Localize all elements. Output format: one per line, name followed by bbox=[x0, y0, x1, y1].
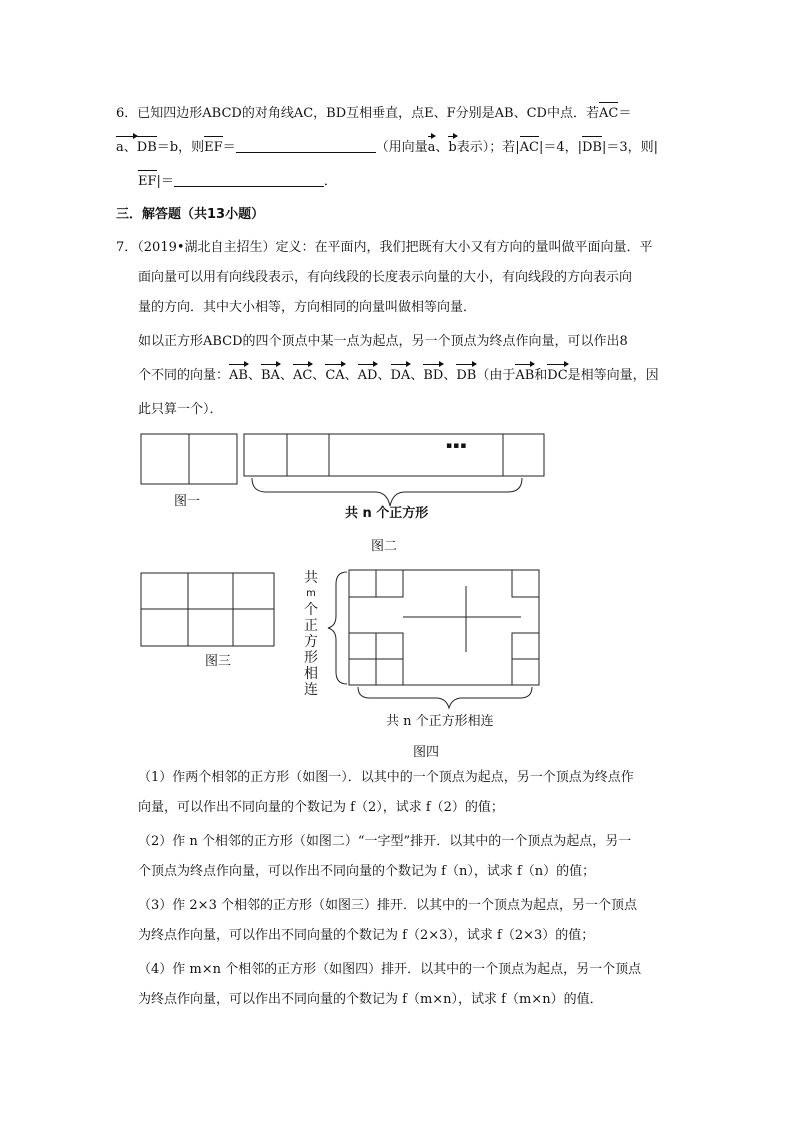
figure-2-squares bbox=[244, 434, 544, 476]
q7-line-1: 7．（2019•湖北自主招生）定义：在平面内，我们把既有大小又有方向的量叫做平面向量．平 bbox=[116, 240, 653, 255]
vector-EF-2: EF bbox=[138, 172, 157, 192]
vector-list bbox=[229, 368, 476, 383]
vector-AC: AC bbox=[599, 104, 618, 124]
figure-3-label: 图三 bbox=[205, 654, 232, 669]
vector-EF: EF bbox=[204, 138, 223, 158]
vertical-label-char: 个 bbox=[304, 602, 318, 618]
q7-part-2b: 个顶点为终点作向量，可以作出不同向量的个数记为 f（n），试求 f（n）的值； bbox=[138, 864, 596, 879]
figure-2-dots: ▪▪▪ bbox=[446, 441, 468, 451]
figure-3-grid bbox=[141, 573, 274, 646]
figure-1-label: 图一 bbox=[174, 494, 201, 509]
figure-4-label: 图四 bbox=[413, 745, 440, 760]
section-heading: 三．解答题（共13小题） bbox=[116, 207, 265, 222]
vector-separator: 、 bbox=[443, 368, 457, 383]
vertical-label-char: m bbox=[306, 588, 316, 599]
figure-4-grid bbox=[349, 570, 539, 685]
answer-blank-1[interactable] bbox=[236, 138, 376, 153]
q6-line-3: EF|＝ ． bbox=[138, 172, 337, 192]
vector-DC-eq: DC bbox=[547, 366, 567, 386]
vertical-label-char: 方 bbox=[304, 634, 318, 650]
q7-part-3b: 为终点作向量，可以作出不同向量的个数记为 f（2×3），试求 f（2×3）的值； bbox=[138, 928, 595, 943]
figure-2-brace-label: 共 n 个正方形 bbox=[345, 506, 429, 521]
q7-part-4b: 为终点作向量，可以作出不同向量的个数记为 f（m×n），试求 f（m×n）的值． bbox=[138, 992, 603, 1007]
figure-1-squares bbox=[141, 434, 237, 484]
vertical-label-char: 相 bbox=[304, 666, 318, 682]
vector-DB-2: DB bbox=[582, 138, 602, 158]
vector-AC: AC bbox=[293, 366, 312, 386]
vector-separator: 、 bbox=[344, 368, 358, 383]
vector-a: a、 bbox=[116, 138, 137, 158]
q7-part-1b: 向量，可以作出不同向量的个数记为 f（2），试求 f（2）的值； bbox=[138, 800, 504, 815]
vector-AB: AB bbox=[229, 366, 248, 386]
q7-part-4a: （4）作 m×n 个相邻的正方形（如图四）排开．以其中的一个顶点为起点，另一个顶点 bbox=[138, 962, 642, 977]
vector-b: b bbox=[448, 138, 456, 158]
vector-DA: DA bbox=[391, 366, 411, 386]
q7-line-4: 如以正方形ABCD的四个顶点中某一点为起点，另一个顶点为终点作向量，可以作出8 bbox=[138, 334, 628, 349]
vector-BD: BD bbox=[423, 366, 443, 386]
figure-4-left-brace bbox=[328, 572, 347, 684]
vector-BA: BA bbox=[261, 366, 280, 386]
figure-2-brace bbox=[252, 478, 522, 506]
figure-4-vertical-label bbox=[302, 570, 320, 698]
q6-line-2: a、DB＝b，则EF＝ （用向量a、b表示）；若|AC|＝4，|DB|＝3，则| bbox=[116, 138, 658, 158]
q6-line-1: 6．已知四边形ABCD的对角线AC，BD互相垂直，点E、F分别是AB、CD中点．若AC＝ bbox=[116, 104, 631, 124]
vector-AB-eq: AB bbox=[515, 366, 534, 386]
vector-DB: DB bbox=[456, 366, 476, 386]
vector-AC-2: AC bbox=[520, 138, 539, 158]
q7-line-2: 面向量可以用有向线段表示，有向线段的长度表示向量的大小，有向线段的方向表示向 bbox=[138, 270, 633, 285]
figure-2-label: 图二 bbox=[371, 539, 398, 554]
vertical-label-char: 形 bbox=[304, 650, 318, 666]
q7-line-5: 个不同的向量：AB、BA、AC、CA、AD、DA、BD、DB（由于AB和DC是相等向量，因 bbox=[138, 366, 659, 386]
vector-CA: CA bbox=[325, 366, 344, 386]
figure-4-bottom-brace bbox=[358, 687, 532, 708]
vertical-label-char: 连 bbox=[304, 682, 318, 698]
q7-line-3: 量的方向．其中大小相等，方向相同的向量叫做相等向量． bbox=[138, 300, 477, 315]
vector-DB: DB bbox=[137, 138, 157, 158]
vector-separator: 、 bbox=[247, 368, 261, 383]
vector-separator: 、 bbox=[377, 368, 391, 383]
vector-a-2: a bbox=[428, 138, 436, 158]
vector-separator: 、 bbox=[312, 368, 326, 383]
vector-AD: AD bbox=[358, 366, 378, 386]
q7-part-2a: （2）作 n 个相邻的正方形（如图二）“一字型”排开．以其中的一个顶点为起点，另一 bbox=[138, 834, 632, 849]
vertical-label-char: 正 bbox=[304, 618, 318, 634]
vector-separator: 、 bbox=[410, 368, 424, 383]
q7-line-6: 此只算一个）． bbox=[138, 402, 223, 417]
vector-separator: 、 bbox=[279, 368, 293, 383]
q7-part-1a: （1）作两个相邻的正方形（如图一）．以其中的一个顶点为起点，另一个顶点为终点作 bbox=[138, 770, 634, 785]
figure-4-brace-label: 共 n 个正方形相连 bbox=[386, 714, 494, 729]
vertical-label-char: 共 bbox=[304, 570, 318, 586]
answer-blank-2[interactable] bbox=[174, 172, 324, 187]
q7-part-3a: （3）作 2×3 个相邻的正方形（如图三）排开．以其中的一个顶点为起点，另一个顶点 bbox=[138, 898, 637, 913]
